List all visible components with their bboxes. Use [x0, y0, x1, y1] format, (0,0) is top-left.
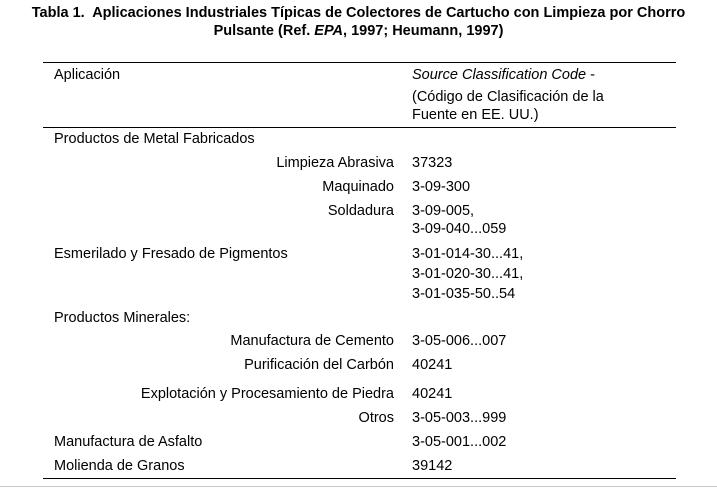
row-subcategory: Manufactura de Cemento [230, 333, 394, 349]
row-subcategory: Purificación del Carbón [244, 357, 394, 373]
header-application: Aplicación [54, 67, 121, 83]
header-code-dash: - [586, 67, 595, 83]
caption-title-2a: Pulsante (Ref. [213, 23, 315, 39]
row-code: 3-09-005, [412, 203, 475, 219]
row-category: Esmerilado y Fresado de Pigmentos [54, 246, 288, 262]
row-code: 3-01-020-30...41, [412, 266, 524, 282]
row-category: Productos Minerales: [54, 310, 191, 326]
row-category: Productos de Metal Fabricados [54, 131, 255, 147]
table-header-rule [43, 127, 676, 128]
caption-title-2c: , 1997; Heumann, 1997) [343, 23, 504, 39]
row-subcategory: Maquinado [322, 179, 394, 195]
header-code-line2: (Código de Clasificación de la [412, 89, 604, 105]
row-subcategory: Limpieza Abrasiva [276, 155, 394, 171]
row-code: 3-01-035-50..54 [412, 286, 516, 302]
row-category: Molienda de Granos [54, 458, 185, 474]
row-code: 3-01-014-30...41, [412, 246, 524, 262]
row-code: 3-05-006...007 [412, 333, 507, 349]
row-code: 3-09-300 [412, 179, 471, 195]
row-code: 3-05-003...999 [412, 410, 507, 426]
row-subcategory: Otros [358, 410, 394, 426]
row-code: 3-05-001...002 [412, 434, 507, 450]
row-code: 40241 [412, 386, 453, 402]
caption-label: Tabla 1. [31, 5, 85, 21]
row-code: 3-09-040...059 [412, 221, 507, 237]
row-code: 37323 [412, 155, 453, 171]
row-category: Manufactura de Asfalto [54, 434, 203, 450]
header-code-ital: Source Classification Code [412, 67, 587, 83]
table-caption [0, 4, 717, 40]
table-top-rule [43, 62, 676, 63]
row-code: 39142 [412, 458, 453, 474]
caption-line-1 [0, 4, 717, 22]
header-code-line3: Fuente en EE. UU.) [412, 107, 539, 123]
caption-title-1: Aplicaciones Industriales Típicas de Colectores de Cartucho con Limpieza por Chorro [92, 5, 686, 21]
caption-title-2b: EPA [314, 23, 344, 39]
row-subcategory: Explotación y Procesamiento de Piedra [140, 386, 394, 402]
row-code: 40241 [412, 357, 453, 373]
header-code [412, 67, 662, 84]
caption-line-2 [0, 22, 717, 40]
page-edge-line [0, 486, 717, 487]
row-subcategory: Soldadura [327, 203, 394, 219]
table-bottom-rule [43, 478, 676, 479]
